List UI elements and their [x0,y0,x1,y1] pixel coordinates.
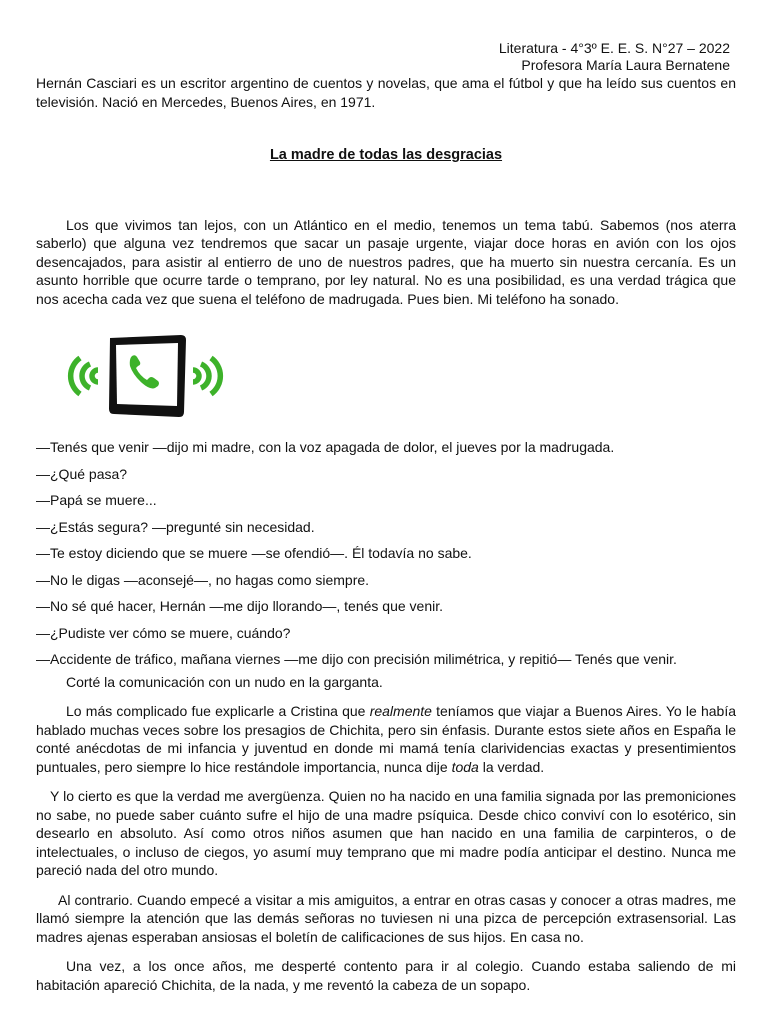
dialogue-line: —¿Estás segura? —pregunté sin necesidad. [36,518,315,535]
author-intro: Hernán Casciari es un escritor argentino de cuentos y novelas, que ama el fútbol y que ha leído sus cuentos en televisión. Nació en Mercedes, Buenos Aires, en 1971. [36,75,736,110]
emphasis-realmente: realmente [369,703,432,719]
story-title: La madre de todas las desgracias [269,147,503,163]
header [36,40,736,74]
paragraph-5: Al contrario. Cuando empecé a visitar a mis amiguitos, a entrar en otras casas y conocer a otras madres, me llamó siempre la atención que las demás señoras no tuviesen ni una pizca de percepción extrasensorial. Las madres ajenas esperaban ansiosas el boletín de calificaciones de sus hijos. En casa no. [36,891,736,945]
header-course: Literatura - 4°3º E. E. S. N°27 – 2022 [498,40,730,56]
emphasis-toda: toda [451,758,479,775]
paragraph-3-part: teníamos que viajar a Buenos Aires. Yo le había hablado muchas veces sobre los presagios de Chichita, pero sin énfasis. Durante estos siete años en España le conté anécdotas de mi infancia y juventud en donde mi mamá tenía clarividencias exactas y presentimientos puntuales, pero siempre lo hice restándole importancia, nunca dije [36,703,736,775]
header-teacher: Profesora María Laura Bernatene [521,57,730,73]
dialogue-line: —Accidente de tráfico, mañana viernes —me dijo con precisión milimétrica, y repitió— Tenés que venir. [36,651,677,667]
dialogue-line: —Te estoy diciendo que se muere —se ofendió—. Él todavía no sabe. [36,545,472,561]
dialogue-line: —No sé qué hacer, Hernán —me dijo llorando—, tenés que venir. [36,598,444,614]
paragraph-6: Una vez, a los once años, me desperté contento para ir al colegio. Cuando estaba saliendo de mi habitación apareció Chichita, de la nada, y me reventó la cabeza de un sopapo. [36,958,736,993]
dialogue-line: —¿Pudiste ver cómo se muere, cuándo? [36,624,291,641]
dialogue-line: —¿Qué pasa? [36,465,128,482]
paragraph-2: Corté la comunicación con un nudo en la garganta. [66,673,383,690]
paragraph-3-part: Lo más complicado fue explicarle a Cristina que [66,703,370,719]
dialogue-line: —Papá se muere... [36,492,157,508]
paragraph-3 [36,702,736,776]
phone-body [109,335,186,417]
paragraph-3-part: la verdad. [478,758,545,775]
phone-illustration [36,326,252,426]
dialogue-line: —Tenés que venir —dijo mi madre, con la voz apagada de dolor, el jueves por la madrugada. [36,439,615,455]
document-page [36,40,736,994]
paragraph-4: Y lo cierto es que la verdad me avergüenza. Quien no ha nacido en una familia signada por las premoniciones no sabe, no puede saber cuánto sufre el hijo de una madre psíquica. Desde chico conviví con lo esotérico, sin desearlo en absoluto. Así como otros niños asumen que han nacido en una familia de carpinteros, o de intelectuales, o incluso de ciegos, yo asumí muy temprano que mi madre podía anticipar el destino. Nunca me pareció nada del otro mundo. [36,788,736,878]
dialogue [36,438,736,677]
dialogue-line: —No le digas —aconsejé—, no hagas como siempre. [36,571,370,588]
right-signal-waves [193,358,220,394]
ringing-phone-icon [36,326,252,426]
left-signal-waves [71,358,98,394]
paragraph-1: Los que vivimos tan lejos, con un Atlántico en el medio, tenemos un tema tabú. Sabemos (nos aterra saberlo) que alguna vez tendremos que sacar un pasaje urgente, viajar doce horas en avión con los ojos desencajados, para asistir al entierro de uno de nuestros padres, que ha muerto sin nuestra cercanía. Es un asunto horrible que ocurre tarde o temprano, por ley natural. No es una posibilidad, es una verdad trágica que nos acecha cada vez que suena el teléfono de madrugada. Pues bien. Mi teléfono ha sonado. [36,216,736,307]
